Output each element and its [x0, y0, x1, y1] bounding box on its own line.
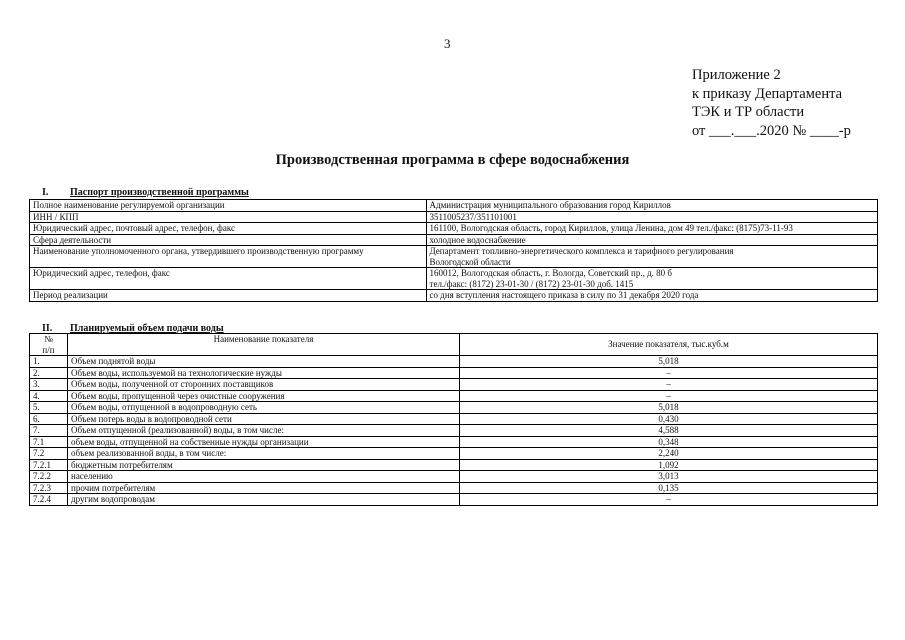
row-name: объем реализованной воды, в том числе:: [68, 448, 460, 460]
row-value: 0,135: [460, 482, 878, 494]
water-volume-table: [29, 333, 878, 506]
row-value: 4,588: [460, 425, 878, 437]
row-label: ИНН / КПП: [30, 211, 427, 223]
appendix-line: ТЭК и ТР области: [692, 104, 805, 120]
row-name: прочим потребителям: [68, 482, 460, 494]
row-label: Юридический адрес, почтовый адрес, телефон, факс: [30, 223, 427, 235]
row-label: Наименование уполномоченного органа, утвердившего производственную программу: [30, 246, 427, 268]
table-row: [30, 268, 878, 290]
row-label: Сфера деятельности: [30, 234, 427, 246]
value-line: тел./факс: (8172) 23-01-30 / (8172) 23-01-30 доб. 1415: [429, 278, 634, 289]
appendix-line: к приказу Департамента: [692, 85, 843, 102]
row-name: объем воды, отпущенной на собственные нужды организации: [68, 436, 460, 448]
row-number: 7.2.3: [30, 482, 68, 494]
row-name: бюджетным потребителям: [68, 459, 460, 471]
row-value: –: [460, 494, 878, 506]
row-value: [426, 246, 877, 268]
value-line: Департамент топливно-энергетического комплекса и тарифного регулирования: [429, 246, 734, 256]
section-title: Планируемый объем подачи воды: [70, 323, 224, 334]
row-name: Объем воды, используемой на технологические нужды: [68, 367, 460, 379]
row-value: со дня вступления настоящего приказа в силу по 31 декабря 2020 года: [426, 290, 877, 302]
page-number: 3: [444, 36, 451, 51]
row-number: 7.2.4: [30, 494, 68, 506]
row-number: 5.: [30, 402, 68, 414]
row-name: населению: [68, 471, 460, 483]
table-row: [30, 390, 878, 402]
row-value: –: [460, 367, 878, 379]
table-row: [30, 494, 878, 506]
row-value: 5,018: [460, 402, 878, 414]
row-name: Объем воды, пропущенной через очистные сооружения: [68, 390, 460, 402]
row-value: [426, 268, 877, 290]
row-name: другим водопроводам: [68, 494, 460, 506]
value-line: 160012, Вологодская область, г. Вологда, Советский пр., д. 80 б: [429, 268, 672, 278]
row-name: Объем отпущенной (реализованной) воды, в том числе:: [68, 425, 460, 437]
appendix-line: Приложение 2: [692, 67, 781, 83]
table-header-row: [30, 334, 878, 356]
appendix-note: [692, 66, 851, 140]
row-number: 7.2: [30, 448, 68, 460]
table-row: [30, 290, 878, 302]
table-row: [30, 436, 878, 448]
table-row: [30, 448, 878, 460]
appendix-line: от ___.___.2020 № ____-р: [692, 122, 851, 139]
table-row: [30, 356, 878, 368]
table-row: [30, 413, 878, 425]
row-label: Полное наименование регулируемой организации: [30, 200, 427, 212]
row-number: 7.2.1: [30, 459, 68, 471]
table-row: [30, 234, 878, 246]
section-number: II.: [42, 323, 53, 334]
row-number: 4.: [30, 390, 68, 402]
row-number: 6.: [30, 413, 68, 425]
column-header-value: Значение показателя, тыс.куб.м: [460, 334, 878, 356]
row-value: Администрация муниципального образования город Кириллов: [426, 200, 877, 212]
table-row: [30, 246, 878, 268]
row-value: –: [460, 379, 878, 391]
row-value: 3,013: [460, 471, 878, 483]
passport-table: [29, 199, 878, 302]
row-value: 0,348: [460, 436, 878, 448]
row-value: 1,092: [460, 459, 878, 471]
row-value: 161100, Вологодская область, город Кириллов, улица Ленина, дом 49 тел./факс: (8175)73-11-93: [426, 223, 877, 235]
section-1-heading: [42, 187, 249, 198]
row-name: Объем потерь воды в водопроводной сети: [68, 413, 460, 425]
table-row: [30, 211, 878, 223]
row-name: Объем воды, полученной от сторонних поставщиков: [68, 379, 460, 391]
table-row: [30, 425, 878, 437]
table-row: [30, 482, 878, 494]
table-row: [30, 471, 878, 483]
table-row: [30, 367, 878, 379]
table-row: [30, 200, 878, 212]
row-label: Период реализации: [30, 290, 427, 302]
table-row: [30, 402, 878, 414]
table-row: [30, 379, 878, 391]
row-value: 3511005237/351101001: [426, 211, 877, 223]
row-value: 2,240: [460, 448, 878, 460]
table-row: [30, 223, 878, 235]
table-row: [30, 459, 878, 471]
row-name: Объем воды, отпущенной в водопроводную сеть: [68, 402, 460, 414]
row-name: Объем поднятой воды: [68, 356, 460, 368]
row-number: 2.: [30, 367, 68, 379]
value-line: Вологодской области: [429, 256, 511, 267]
row-value: 0,430: [460, 413, 878, 425]
row-value: 5,018: [460, 356, 878, 368]
row-value: холодное водоснабжение: [426, 234, 877, 246]
row-number: 7.2.2: [30, 471, 68, 483]
row-number: 3.: [30, 379, 68, 391]
section-title: Паспорт производственной программы: [70, 187, 249, 198]
row-value: –: [460, 390, 878, 402]
document-title: Производственная программа в сфере водоснабжения: [275, 152, 630, 168]
column-header-number: № п/п: [30, 334, 68, 356]
row-number: 7.: [30, 425, 68, 437]
row-number: 1.: [30, 356, 68, 368]
column-header-name: Наименование показателя: [68, 334, 460, 356]
row-label: Юридический адрес, телефон, факс: [30, 268, 427, 290]
row-number: 7.1: [30, 436, 68, 448]
section-number: I.: [42, 187, 49, 198]
